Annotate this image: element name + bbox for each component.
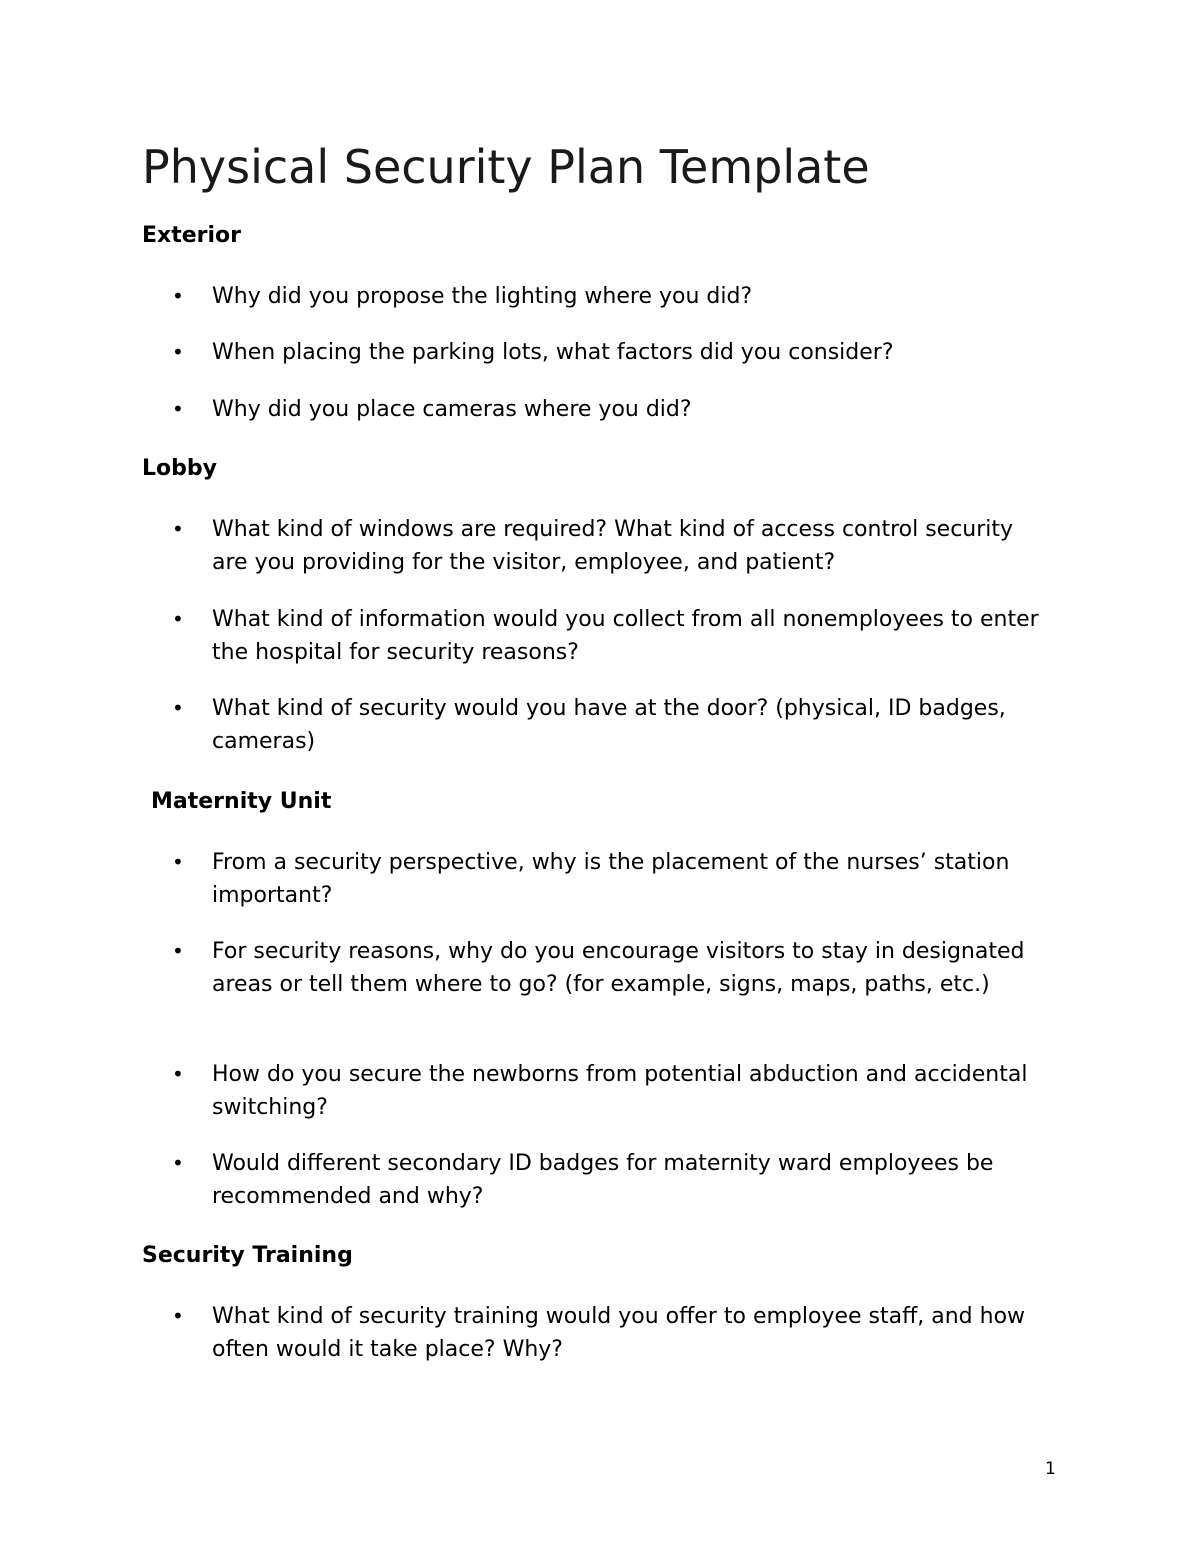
document-title: Physical Security Plan Template bbox=[142, 140, 870, 194]
list-item bbox=[172, 280, 1052, 313]
list-item-text: Would different secondary ID badges for maternity ward employees be recommended and why? bbox=[212, 1151, 994, 1209]
list-item bbox=[172, 1300, 1052, 1366]
list-item bbox=[172, 336, 1052, 369]
list-item bbox=[172, 1058, 1052, 1124]
list-item bbox=[172, 513, 1052, 579]
list-item-text: When placing the parking lots, what factors did you consider? bbox=[212, 340, 894, 365]
list-item-text: What kind of windows are required? What kind of access control security are you providing for the visitor, employee, and patient? bbox=[212, 517, 1014, 575]
list-item-text: How do you secure the newborns from potential abduction and accidental switching? bbox=[212, 1062, 1028, 1120]
list-item-text: For security reasons, why do you encourage visitors to stay in designated areas or tell them where to go? (for example, signs, maps, paths, etc.) bbox=[212, 939, 1025, 997]
list-item bbox=[172, 692, 1052, 758]
bullet-icon: • bbox=[172, 340, 184, 364]
bullet-icon: • bbox=[172, 284, 184, 308]
bullet-icon: • bbox=[172, 1062, 184, 1086]
section-heading-security-training: Security Training bbox=[142, 1243, 353, 1268]
list-item bbox=[172, 393, 1052, 426]
page-number: 1 bbox=[1045, 1459, 1056, 1479]
bullet-icon: • bbox=[172, 517, 184, 541]
bullet-icon: • bbox=[172, 696, 184, 720]
bullet-icon: • bbox=[172, 607, 184, 631]
list-item-text: What kind of information would you collect from all nonemployees to enter the hospital for security reasons? bbox=[212, 607, 1039, 665]
list-item-text: Why did you propose the lighting where you did? bbox=[212, 284, 753, 309]
section-heading-exterior: Exterior bbox=[142, 223, 242, 248]
bullet-icon: • bbox=[172, 397, 184, 421]
section-heading-lobby: Lobby bbox=[142, 456, 217, 481]
section-heading-maternity-unit: Maternity Unit bbox=[151, 789, 332, 814]
list-item bbox=[172, 603, 1052, 669]
list-item-text: From a security perspective, why is the placement of the nurses’ station important? bbox=[212, 850, 1010, 908]
bullet-icon: • bbox=[172, 1151, 184, 1175]
bullet-icon: • bbox=[172, 939, 184, 963]
list-item-text: What kind of security would you have at the door? (physical, ID badges, cameras) bbox=[212, 696, 1006, 754]
list-item-text: Why did you place cameras where you did? bbox=[212, 397, 692, 422]
bullet-icon: • bbox=[172, 1304, 184, 1328]
list-item bbox=[172, 846, 1052, 912]
bullet-icon: • bbox=[172, 850, 184, 874]
list-item bbox=[172, 1147, 1052, 1213]
list-item bbox=[172, 935, 1052, 1001]
list-item-text: What kind of security training would you offer to employee staff, and how often would it take place? Why? bbox=[212, 1304, 1026, 1362]
